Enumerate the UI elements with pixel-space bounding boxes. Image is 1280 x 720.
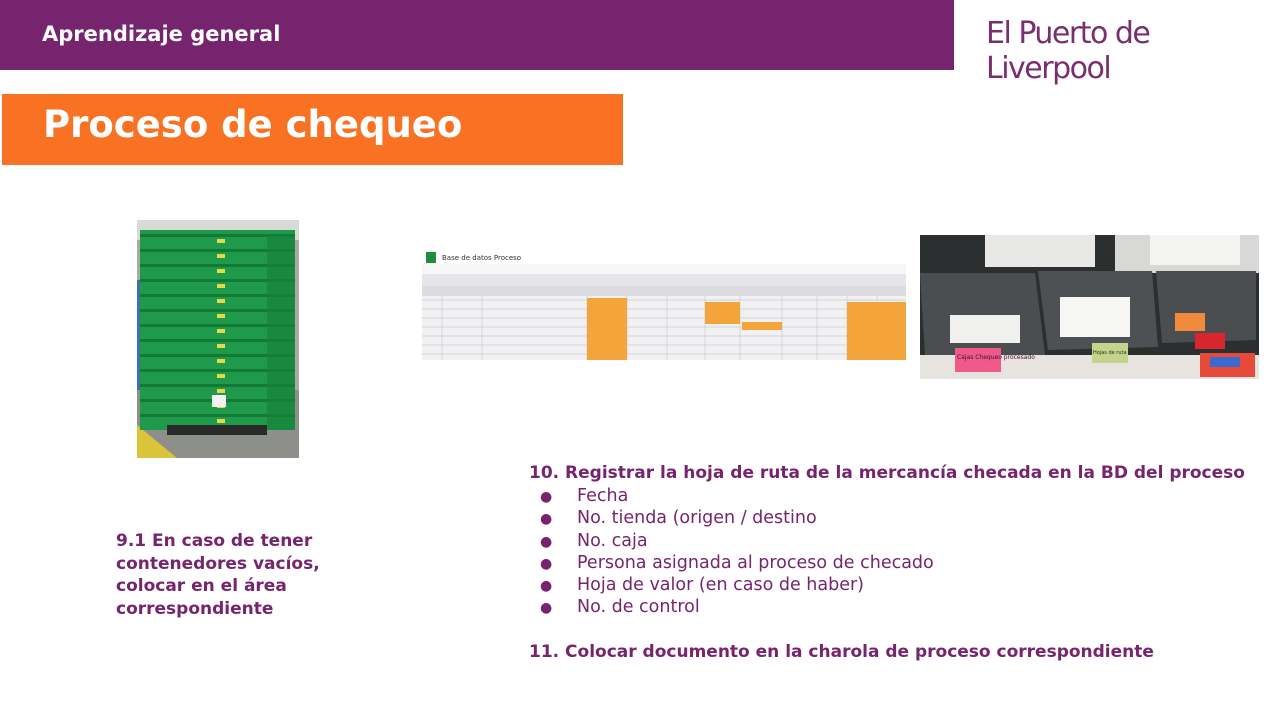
- header-bar: [0, 0, 954, 70]
- tray-label-middle: Hojas de ruta Pendientes: [1093, 350, 1156, 356]
- liverpool-logo: El Puerto de Liverpool: [986, 16, 1150, 86]
- spreadsheet-photo: [422, 250, 906, 360]
- step-10-title: 10. Registrar la hoja de ruta de la mercancía checada en la BD del proceso: [529, 463, 1245, 483]
- step-9-1-text: 9.1 En caso de tener contenedores vacíos, colocar en el área correspondiente: [116, 531, 320, 619]
- list-item-text: Fecha: [577, 486, 629, 506]
- trays-illustration: [920, 235, 1259, 379]
- bullet-icon: ●: [540, 489, 553, 505]
- list-item: [540, 485, 934, 507]
- section-banner: [2, 94, 623, 165]
- bullet-icon: ●: [540, 578, 553, 595]
- list-item: [540, 574, 934, 596]
- header-title: Aprendizaje general: [42, 22, 281, 46]
- tray-label-left: Cajas Chequeo procesado: [957, 354, 1035, 361]
- list-item-text: No. caja: [577, 530, 648, 551]
- list-item-text: Persona asignada al proceso de checado: [577, 552, 934, 573]
- list-item: [540, 552, 934, 574]
- bullet-icon: ●: [540, 533, 553, 550]
- bullet-icon: ●: [540, 555, 553, 572]
- trays-photo: [920, 235, 1259, 379]
- list-item: [540, 507, 934, 529]
- spreadsheet-illustration: [422, 250, 906, 360]
- step-11-title: 11. Colocar documento en la charola de proceso correspondiente: [529, 642, 1154, 662]
- list-item: [540, 530, 934, 552]
- list-item-text: No. tienda (origen / destino: [577, 508, 817, 529]
- list-item: [540, 596, 934, 618]
- sheet-doc-title: Base de datos Proceso: [442, 254, 522, 262]
- bullet-icon: ●: [540, 511, 553, 528]
- section-title: Proceso de chequeo: [43, 103, 463, 146]
- step-10-list: [540, 485, 934, 619]
- crates-photo: [137, 220, 299, 458]
- bullet-icon: ●: [540, 600, 553, 617]
- list-item-text: Hoja de valor (en caso de haber): [577, 575, 864, 596]
- crates-illustration: [137, 220, 299, 458]
- list-item-text: No. de control: [577, 597, 700, 618]
